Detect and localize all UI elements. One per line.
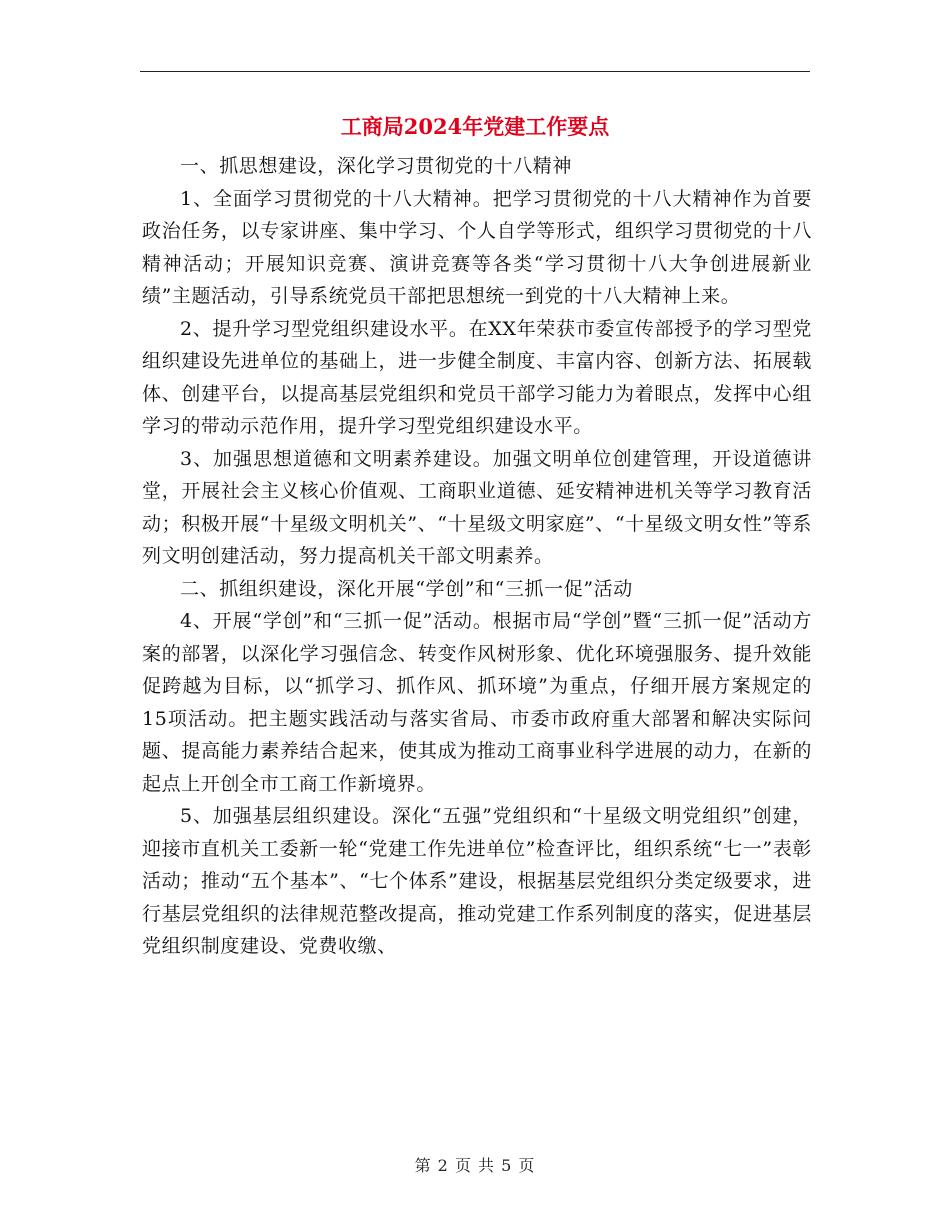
- document-title: 工商局2024年党建工作要点: [340, 114, 610, 139]
- paragraph-item-2: 2、提升学习型党组织建设水平。在XX年荣获市委宣传部授予的学习型党组织建设先进单位的基础上，进一步健全制度、丰富内容、创新方法、拓展载体、创建平台，以提高基层党组织和党员干部学习能力为着眼点，发挥中心组学习的带动示范作用，提升学习型党组织建设水平。: [142, 317, 812, 437]
- header-rule: [140, 71, 810, 72]
- paragraph-item-1: 1、全面学习贯彻党的十八大精神。把学习贯彻党的十八大精神作为首要政治任务，以专家讲座、集中学习、个人自学等形式，组织学习贯彻党的十八精神活动；开展知识竞赛、演讲竞赛等各类“学习贯彻十八大争创进展新业绩”主题活动，引导系统党员干部把思想统一到党的十八大精神上来。: [142, 187, 812, 307]
- paragraph-item-3: 3、加强思想道德和文明素养建设。加强文明单位创建管理，开设道德讲堂，开展社会主义核心价值观、工商职业道德、延安精神进机关等学习教育活动；积极开展“十星级文明机关”、“十星级文明家庭”、“十星级文明女性”等系列文明创建活动，努力提高机关干部文明素养。: [142, 447, 812, 567]
- paragraph-item-4: 4、开展“学创”和“三抓一促”活动。根据市局“学创”暨“三抓一促”活动方案的部署，以深化学习强信念、转变作风树形象、优化环境强服务、提升效能促跨越为目标，以“抓学习、抓作风、抓环境”为重点，仔细开展方案规定的15项活动。把主题实践活动与落实省局、市委市政府重大部署和解决实际问题、提高能力素养结合起来，使其成为推动工商事业科学进展的动力，在新的起点上开创全市工商工作新境界。: [142, 610, 812, 795]
- document-body: [142, 150, 812, 963]
- paragraph-item-5: 5、加强基层组织建设。深化“五强”党组织和“十星级文明党组织”创建，迎接市直机关工委新一轮“党建工作先进单位”检查评比，组织系统“七一”表彰活动；推动“五个基本”、“七个体系”建设，根据基层党组织分类定级要求，进行基层党组织的法律规范整改提高，推动党建工作系列制度的落实，促进基层党组织制度建设、党费收缴、: [142, 805, 812, 957]
- page-number-footer: 第 2 页 共 5 页: [414, 1156, 536, 1175]
- section-heading-2: 二、抓组织建设，深化开展“学创”和“三抓一促”活动: [180, 577, 633, 600]
- section-heading-1: 一、抓思想建设，深化学习贯彻党的十八精神: [180, 155, 573, 177]
